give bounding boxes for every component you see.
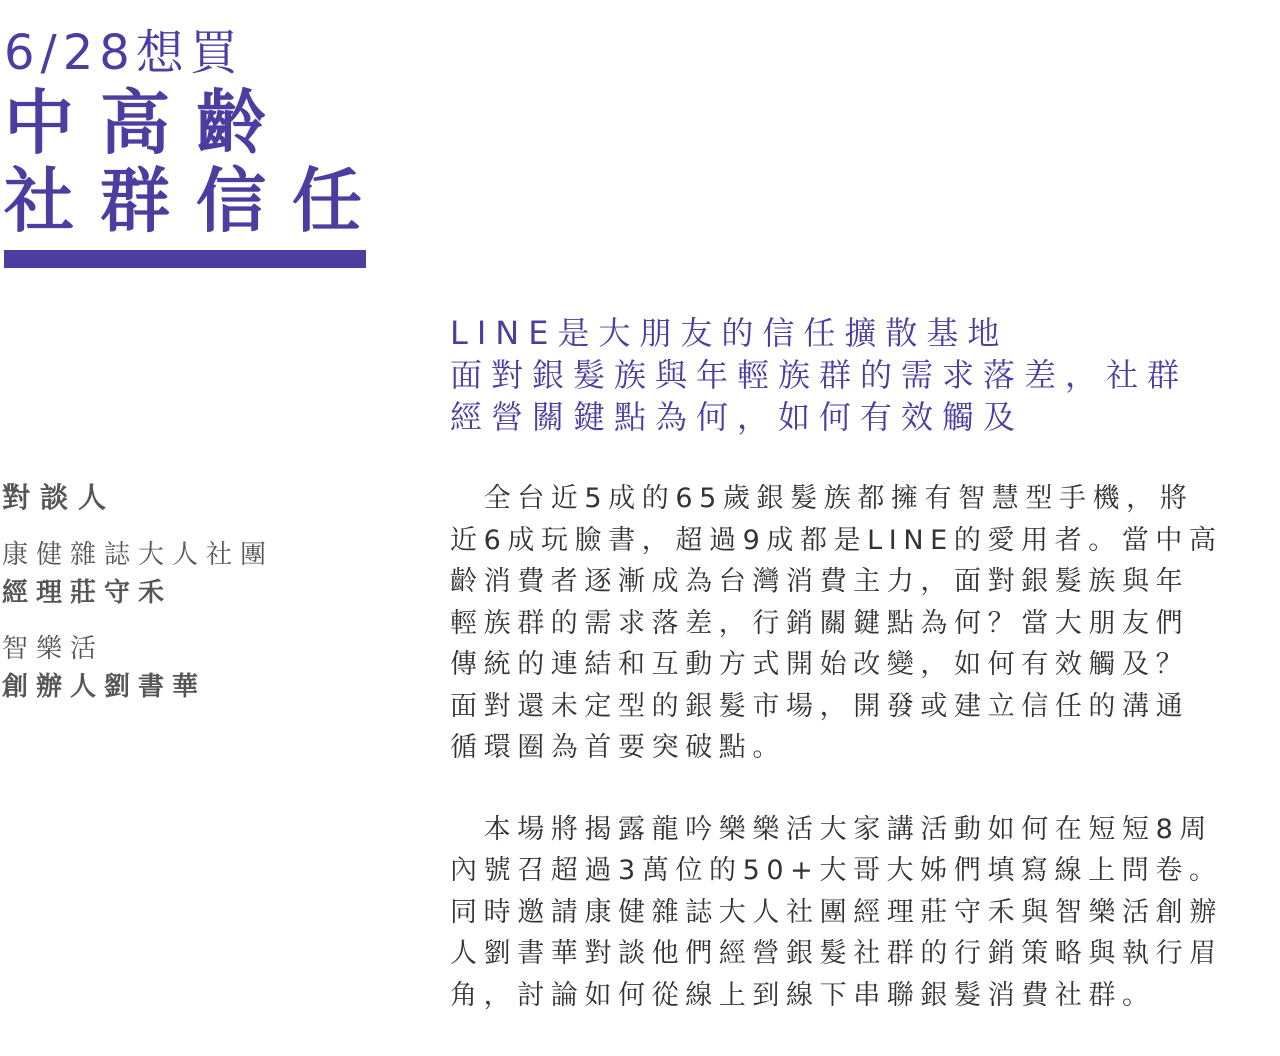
paragraph-line: 人劉書華對談他們經營銀髮社群的行銷策略與執行眉 — [450, 938, 1223, 969]
title-underline-bar — [4, 250, 366, 268]
speaker-item — [2, 630, 332, 706]
body-paragraph-1 — [450, 478, 1280, 769]
paragraph-line: 近6成玩臉書，超過9成都是LINE的愛用者。當中高 — [450, 524, 1223, 556]
speakers-section — [2, 478, 332, 724]
event-title-line-1: 中高齡 — [4, 82, 292, 164]
event-title-line-2: 社群信任 — [4, 160, 388, 242]
speaker-item — [2, 536, 332, 612]
body-paragraphs — [450, 478, 1280, 1016]
paragraph-line: 全台近5成的65歲銀髮族都擁有智慧型手機，將 — [450, 483, 1194, 514]
session-subtitle — [450, 312, 1280, 438]
paragraph-line: 角，討論如何從線上到線下串聯銀髮消費社群。 — [450, 979, 1156, 1011]
paragraph-line: 傳統的連結和互動方式開始改變，如何有效觸及？ — [450, 649, 1190, 680]
paragraph-line: 循環圈為首要突破點。 — [450, 732, 786, 763]
event-header — [4, 22, 388, 268]
speaker-organization: 康健雜誌大人社團 — [2, 540, 275, 570]
speaker-name: 創辦人劉書華 — [2, 672, 207, 702]
paragraph-line: 齡消費者逐漸成為台灣消費主力，面對銀髮族與年 — [450, 566, 1190, 597]
paragraph-line: 內號召超過3萬位的50+大哥大姊們填寫線上問卷。 — [450, 855, 1223, 886]
paragraph-line: 面對還未定型的銀髮市場，開發或建立信任的溝通 — [450, 690, 1190, 722]
subtitle-line: 經營關鍵點為何，如何有效觸及 — [450, 398, 1025, 436]
speaker-organization: 智樂活 — [2, 634, 105, 664]
paragraph-line: 輕族群的需求落差，行銷關鍵點為何？當大朋友們 — [450, 607, 1190, 639]
paragraph-line: 本場將揭露龍吟樂樂活大家講活動如何在短短8周 — [450, 813, 1213, 845]
speakers-heading: 對談人 — [2, 481, 117, 514]
subtitle-line: 面對銀髮族與年輕族群的需求落差，社群 — [450, 356, 1189, 394]
paragraph-line: 同時邀請康健雜誌大人社團經理莊守禾與智樂活創辦 — [450, 896, 1223, 928]
speaker-name: 經理莊守禾 — [2, 578, 173, 608]
body-paragraph-2 — [450, 809, 1280, 1017]
session-description — [450, 312, 1280, 1056]
subtitle-line: LINE是大朋友的信任擴散基地 — [450, 314, 1009, 352]
event-date-title: 6/28想買 — [4, 25, 244, 81]
